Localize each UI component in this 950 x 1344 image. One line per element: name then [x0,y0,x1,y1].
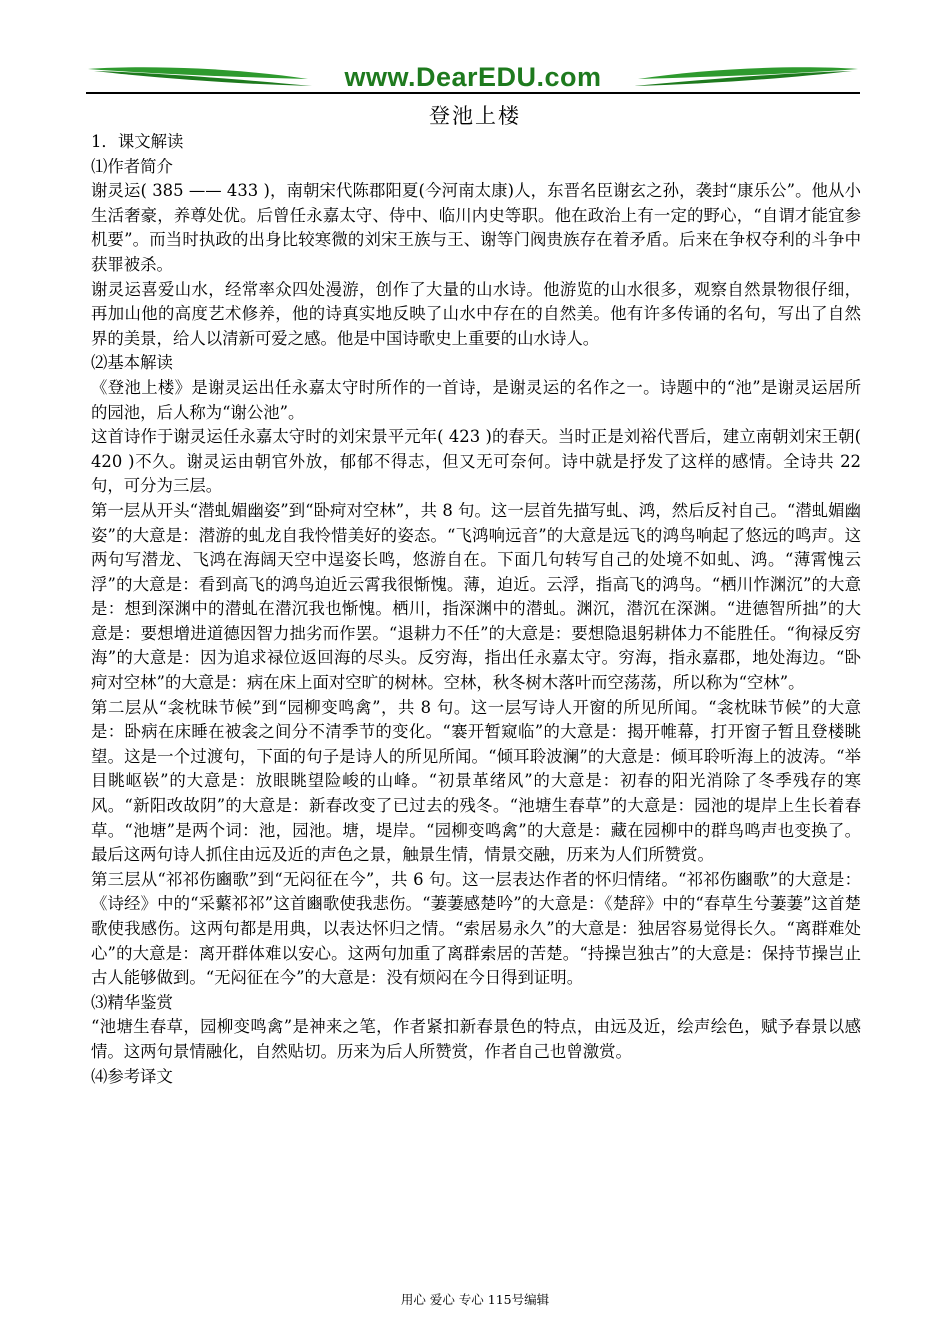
header-rule [86,92,860,94]
subsection-heading: ⑶精华鉴赏 [91,992,173,1012]
paragraph: 《登池上楼》是谢灵运出任永嘉太守时所作的一首诗，是谢灵运的名作之一。诗题中的“池”是谢灵运居所的园池，后人称为“谢公池”。 [91,377,861,422]
paragraph: 这首诗作于谢灵运任永嘉太守时的刘宋景平元年( 423 )的春天。当时正是刘裕代晋后，建立南朝刘宋王朝( 420 )不久。谢灵运由朝官外放，郁郁不得志，但又无可奈何。诗中就是抒发了这样的感情。全诗共 22 句，可分为三层。 [91,427,861,496]
site-brand: www.DearEDU.com [344,62,602,92]
page-title: 登池上楼 [429,104,521,128]
paragraph: 第一层从开头“潜虬媚幽姿”到“卧疴对空林”，共 8 句。这一层首先描写虬、鸿，然后反衬自己。“潜虬媚幽姿”的大意是：潜游的虬龙自我怜惜美好的姿态。“飞鸿响远音”的大意是远飞的鸿鸟响起了悠远的鸣声。这两句写潜龙、飞鸿在海阔天空中逞姿长鸣，悠游自在。下面几句转写自己的处境不如虬、鸿。“薄霄愧云浮”的大意是：看到高飞的鸿鸟迫近云霄我很惭愧。薄，迫近。云浮，指高飞的鸿鸟。“栖川怍渊沉”的大意是：想到深渊中的潜虬在潜沉我也惭愧。栖川，指深渊中的潜虬。渊沉，潜沉在深渊。“进德智所拙”的大意是：要想增进道德因智力拙劣而作罢。“退耕力不任”的大意是：要想隐退躬耕体力不能胜任。“徇禄反穷海”的大意是：因为追求禄位返回海的尽头。反穷海，指出任永嘉太守。穷海，指永嘉郡，地处海边。“卧疴对空林”的大意是：病在床上面对空旷的树林。空林，秋冬树木落叶而空荡荡，所以称为“空林”。 [91,500,861,693]
site-header [86,60,860,100]
page-footer: 用心 爱心 专心 115号编辑 [400,1292,550,1307]
paragraph: 第三层从“祁祁伤豳歌”到“无闷征在今”，共 6 句。这一层表达作者的怀归情绪。“祁祁伤豳歌”的大意是：《诗经》中的“采蘩祁祁”这首豳歌使我悲伤。“萋萋感楚吟”的大意是：《楚辞》中的“春草生兮萋萋”这首楚歌使我感伤。这两句都是用典，以表达怀归之情。“索居易永久”的大意是：独居容易觉得长久。“离群难处心”的大意是：离开群体难以安心。这两句加重了离群索居的苦楚。“持操岂独古”的大意是：保持节操岂止古人能够做到。“无闷征在今”的大意是：没有烦闷在今日得到证明。 [91,869,861,988]
section-heading: 1．课文解读 [91,132,184,151]
paragraph: 谢灵运( 385 —— 433 )，南朝宋代陈郡阳夏(今河南太康)人，东晋名臣谢玄之孙，袭封“康乐公”。他从小生活奢豪，养尊处优。后曾任永嘉太守、侍中、临川内史等职。他在政治上有一定的野心，“自谓才能宜参机要”。而当时执政的出身比较寒微的刘宋王族与王、谢等门阀贵族存在着矛盾。后来在争权夺利的斗争中获罪被杀。 [91,181,861,274]
subsection-heading: ⑴作者简介 [91,156,173,176]
paragraph: 谢灵运喜爱山水，经常率众四处漫游，创作了大量的山水诗。他游览的山水很多，观察自然景物很仔细，再加山他的高度艺术修养，他的诗真实地反映了山水中存在的自然美。他有许多传诵的名句，写出了自然界的美景，给人以清新可爱之感。他是中国诗歌史上重要的山水诗人。 [91,279,861,348]
paragraph: “池塘生春草，园柳变鸣禽”是神来之笔，作者紧扣新春景色的特点，由远及近，绘声绘色，赋予春景以感情。这两句景情融化，自然贴切。历来为后人所赞赏，作者自己也曾激赏。 [91,1017,861,1061]
subsection-heading: ⑵基本解读 [91,353,173,373]
article-body [91,130,861,1089]
subsection-heading: ⑷参考译文 [91,1066,173,1086]
paragraph: 第二层从“衾枕昧节候”到“园柳变鸣禽”，共 8 句。这一层写诗人开窗的所见所闻。“衾枕昧节候”的大意是：卧病在床睡在被衾之间分不清季节的变化。“褰开暂窥临”的大意是：揭开帷幕，打开窗子暂且登楼眺望。这是一个过渡句，下面的句子是诗人的所见所闻。“倾耳聆波澜”的大意是：倾耳聆听海上的波涛。“举目眺岖嵚”的大意是：放眼眺望险峻的山峰。“初景革绪风”的大意是：初春的阳光消除了冬季残存的寒风。“新阳改故阴”的大意是：新春改变了已过去的残冬。“池塘生春草”的大意是：园池的堤岸上生长着春草。“池塘”是两个词：池，园池。塘，堤岸。“园柳变鸣禽”的大意是：藏在园柳中的群鸟鸣声也变换了。最后这两句诗人抓住由远及近的声色之景，触景生情，情景交融，历来为人们所赞赏。 [91,697,861,865]
